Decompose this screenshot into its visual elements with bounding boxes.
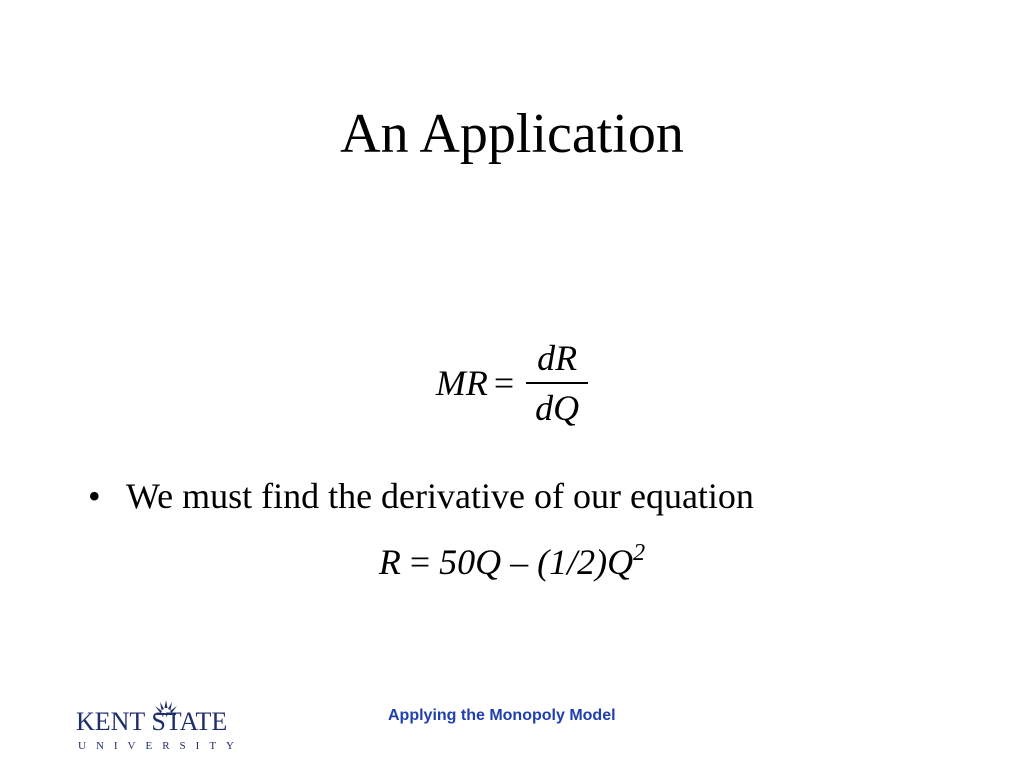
logo-wordmark: KENT STATE (76, 707, 228, 736)
slide-title: An Application (340, 103, 684, 165)
equation-equals-sign: = (409, 542, 431, 582)
bullet-item (88, 472, 948, 520)
kent-state-logo (76, 694, 252, 754)
bullet-text: We must find the derivative of our equation (126, 476, 754, 516)
revenue-equation (0, 538, 1024, 586)
equation-exponent: 2 (633, 540, 646, 566)
fraction-denominator: dQ (535, 388, 580, 428)
formula-equals-sign: = (493, 363, 515, 403)
formula-lhs (436, 362, 514, 404)
bullet-marker: • (88, 476, 101, 516)
derivative-fraction (526, 336, 588, 430)
logo-subtitle: UNIVERSITY (78, 740, 244, 752)
formula-lhs-text: MR (435, 363, 488, 403)
footer-text: Applying the Monopoly Model (388, 707, 616, 724)
equation-lhs: R (378, 542, 401, 582)
equation-rhs: 50Q – (1/2)Q (439, 542, 634, 582)
fraction-bar (526, 382, 588, 384)
fraction-numerator: dR (537, 338, 578, 378)
marginal-revenue-formula (0, 328, 1024, 438)
